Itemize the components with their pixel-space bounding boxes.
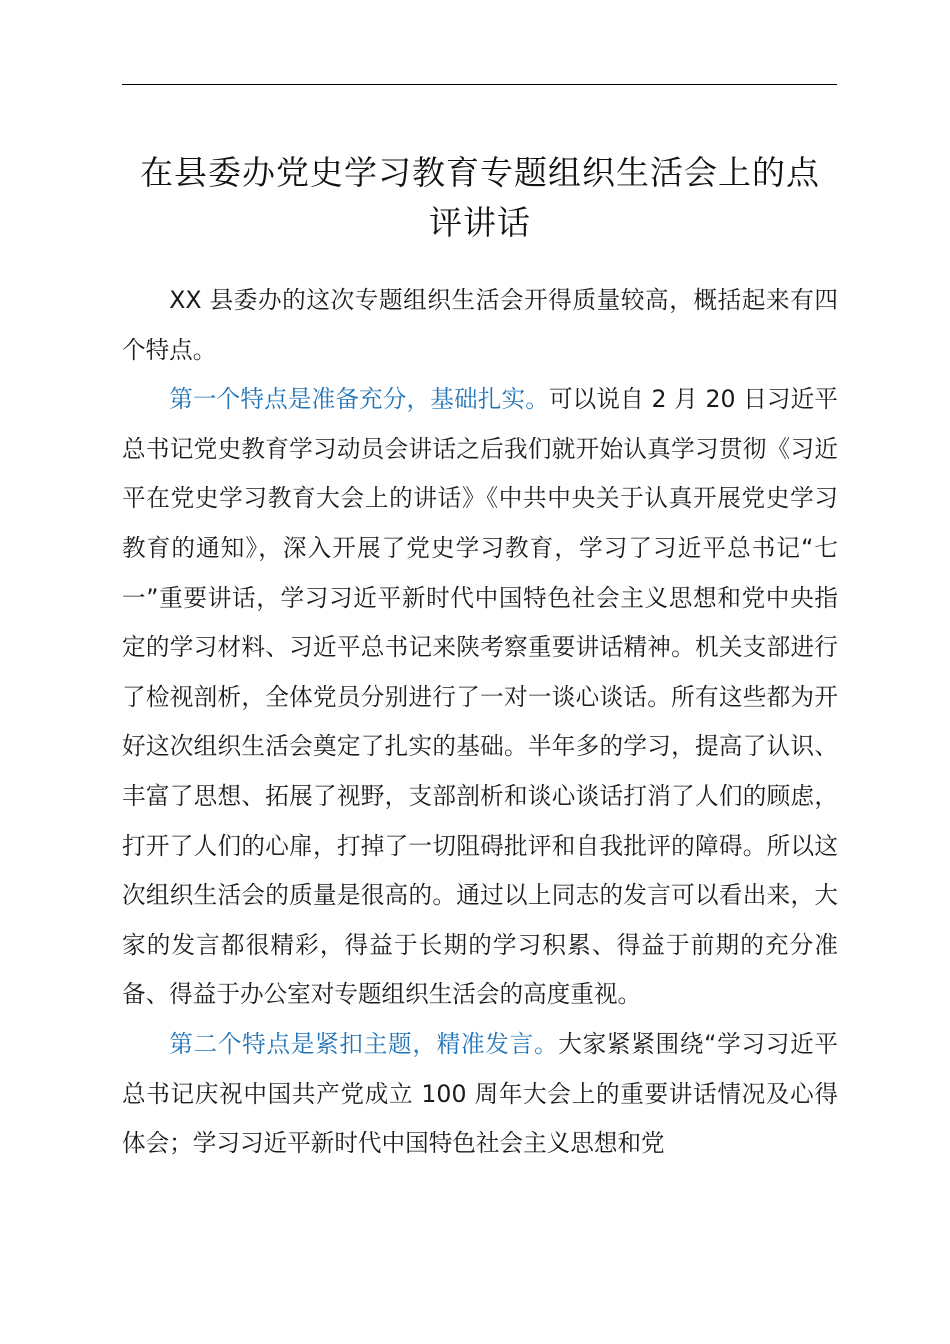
paragraph-lead-highlight: 第二个特点是紧扣主题，精准发言。 bbox=[169, 1029, 559, 1058]
header-rule bbox=[122, 84, 837, 85]
paragraph-text: XX 县委办的这次专题组织生活会开得质量较高，概括起来有四个特点。 bbox=[122, 286, 838, 364]
paragraph-point-2 bbox=[122, 1020, 838, 1169]
paragraph-text: 可以说自 2 月 20 日习近平总书记党史教育学习动员会讲话之后我们就开始认真学习贯彻《习近平在党史学习教育大会上的讲话》《中共中央关于认真开展党史学习教育的通知》，深入开展了党史学习教育，学习了习近平总书记“七一”重要讲话，学习习近平新时代中国特色社会主义思想和党中央指定的学习材料、习近平总书记来陕考察重要讲话精神。机关支部进行了检视剖析，全体党员分别进行了一对一谈心谈话。所有这些都为开好这次组织生活会奠定了扎实的基础。半年多的学习，提高了认识、丰富了思想、拓展了视野，支部剖析和谈心谈话打消了人们的顾虑，打开了人们的心扉，打掉了一切阻碍批评和自我批评的障碍。所以这次组织生活会的质量是很高的。通过以上同志的发言可以看出来，大家的发言都很精彩，得益于长期的学习积累、得益于前期的充分准备、得益于办公室对专题组织生活会的高度重视。 bbox=[122, 385, 838, 1009]
paragraph-point-1 bbox=[122, 375, 838, 1020]
title-line-1: 在县委办党史学习教育专题组织生活会上的点 bbox=[140, 153, 820, 192]
paragraph-intro bbox=[122, 276, 838, 375]
paragraph-lead-highlight: 第一个特点是准备充分，基础扎实。 bbox=[169, 385, 549, 414]
document-title bbox=[110, 148, 850, 248]
paragraph-text: 大家紧紧围绕“学习习近平总书记庆祝中国共产党成立 100 周年大会上的重要讲话情况及心得体会；学习习近平新时代中国特色社会主义思想和党 bbox=[122, 1029, 838, 1158]
title-line-2: 评讲话 bbox=[429, 203, 531, 242]
document-body bbox=[122, 276, 838, 1169]
